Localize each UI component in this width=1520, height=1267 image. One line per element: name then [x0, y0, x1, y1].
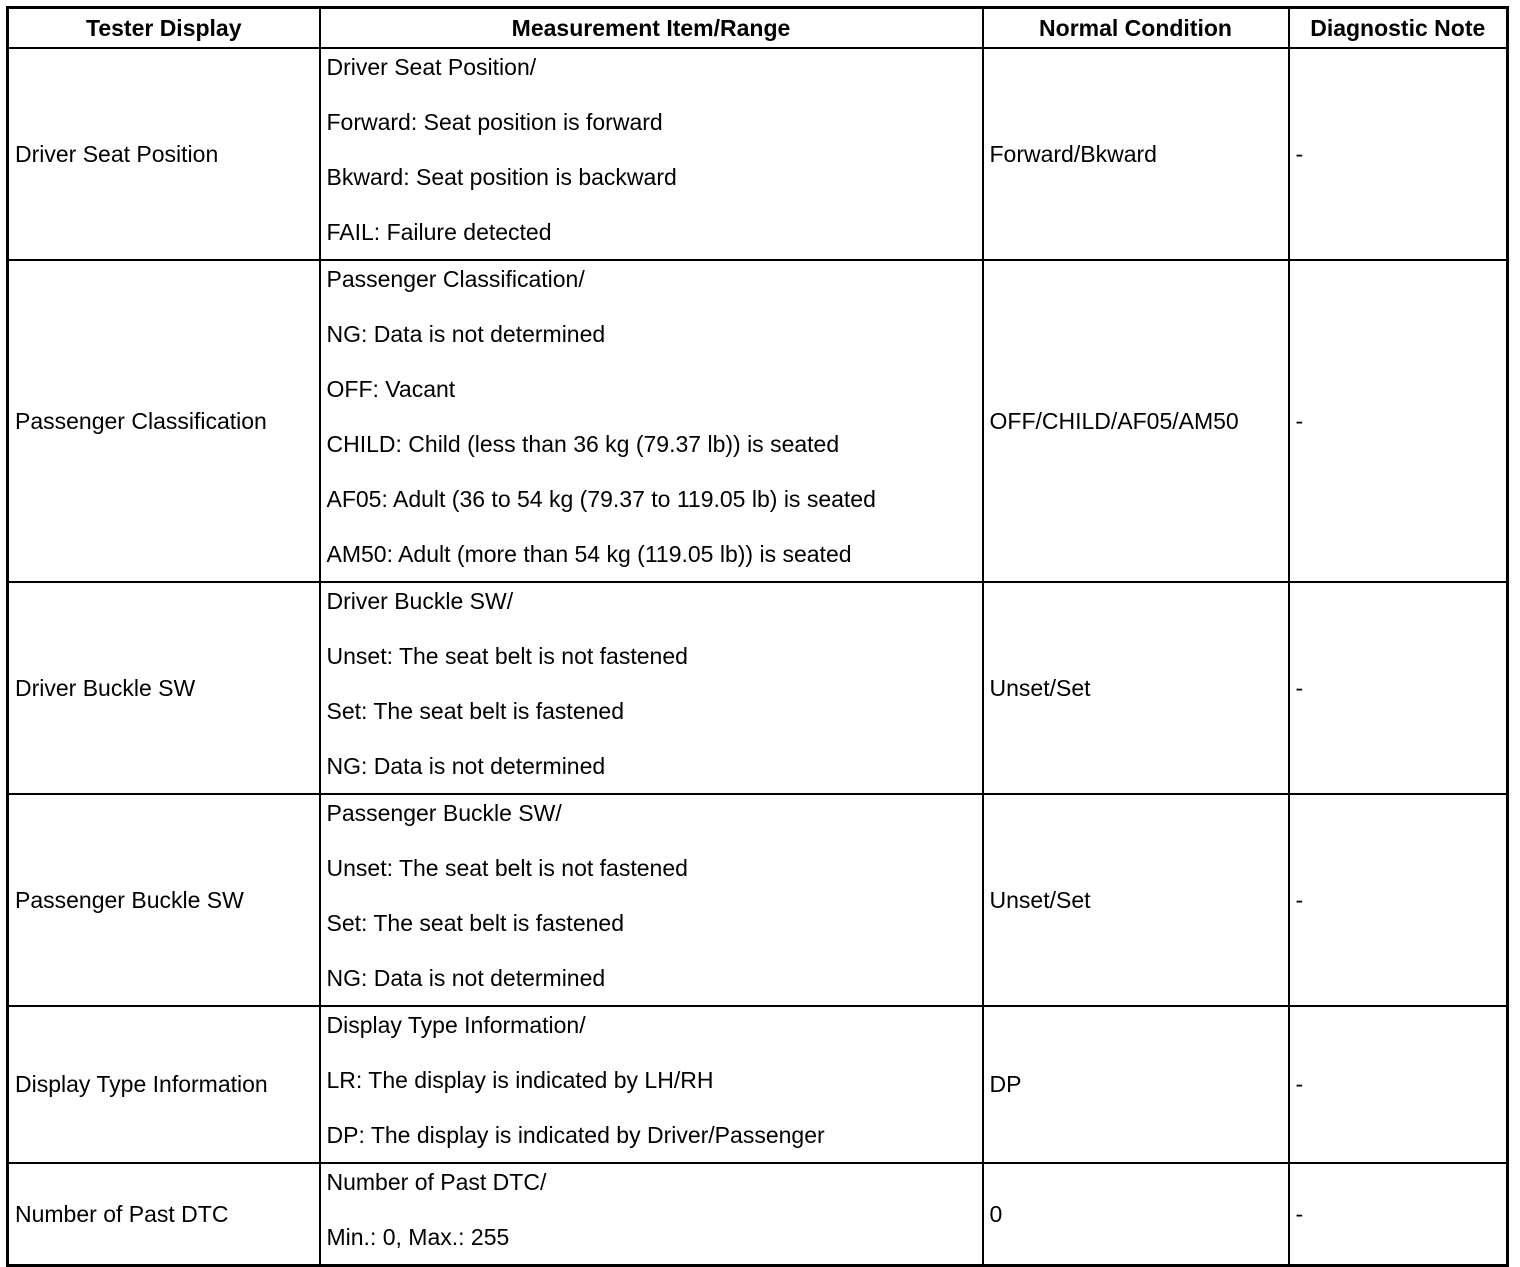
diagnostic-note-cell: -: [1289, 794, 1508, 1006]
header-diagnostic-note: Diagnostic Note: [1289, 8, 1508, 49]
measurement-range-cell: [320, 794, 983, 1006]
data-list-table: [6, 6, 1509, 1267]
measurement-range-cell: [320, 1006, 983, 1163]
range-line: Driver Buckle SW/: [326, 588, 514, 614]
range-line: NG: Data is not determined: [326, 321, 606, 347]
diagnostic-note-cell: -: [1289, 1163, 1508, 1266]
measurement-range-cell: [320, 260, 983, 582]
range-line: AM50: Adult (more than 54 kg (119.05 lb)) is seated: [326, 541, 852, 567]
diagnostic-note-cell: -: [1289, 582, 1508, 794]
header-measurement-item: Measurement Item/Range: [320, 8, 983, 49]
range-line: OFF: Vacant: [326, 376, 456, 402]
normal-condition-cell: Unset/Set: [983, 582, 1289, 794]
range-line: Min.: 0, Max.: 255: [326, 1224, 510, 1250]
normal-condition-cell: Unset/Set: [983, 794, 1289, 1006]
range-line: Set: The seat belt is fastened: [326, 910, 624, 936]
range-line: Bkward: Seat position is backward: [326, 164, 677, 190]
range-line: Unset: The seat belt is not fastened: [326, 855, 688, 881]
range-line: NG: Data is not determined: [326, 965, 606, 991]
table-row: [8, 260, 1508, 582]
range-line: FAIL: Failure detected: [326, 219, 552, 245]
range-line: AF05: Adult (36 to 54 kg (79.37 to 119.05 lb) is seated: [326, 486, 876, 512]
range-line: NG: Data is not determined: [326, 753, 606, 779]
tester-display-cell: Driver Seat Position: [8, 48, 320, 260]
range-line: Set: The seat belt is fastened: [326, 698, 624, 724]
range-line: LR: The display is indicated by LH/RH: [326, 1067, 714, 1093]
header-tester-display: Tester Display: [8, 8, 320, 49]
table-row: [8, 794, 1508, 1006]
tester-display-cell: Number of Past DTC: [8, 1163, 320, 1266]
range-line: Passenger Classification/: [326, 266, 585, 292]
range-line: DP: The display is indicated by Driver/Passenger: [326, 1122, 825, 1148]
data-table-container: [6, 6, 1509, 1267]
tester-display-cell: Passenger Classification: [8, 260, 320, 582]
range-line: Unset: The seat belt is not fastened: [326, 643, 688, 669]
normal-condition-cell: Forward/Bkward: [983, 48, 1289, 260]
normal-condition-cell: DP: [983, 1006, 1289, 1163]
table-row: [8, 582, 1508, 794]
measurement-range-cell: [320, 582, 983, 794]
diagnostic-note-cell: -: [1289, 1006, 1508, 1163]
range-line: Driver Seat Position/: [326, 54, 537, 80]
header-normal-condition: Normal Condition: [983, 8, 1289, 49]
range-line: Display Type Information/: [326, 1012, 586, 1038]
tester-display-cell: Passenger Buckle SW: [8, 794, 320, 1006]
table-row: [8, 48, 1508, 260]
tester-display-cell: Display Type Information: [8, 1006, 320, 1163]
diagnostic-note-cell: -: [1289, 48, 1508, 260]
range-line: Forward: Seat position is forward: [326, 109, 663, 135]
table-row: [8, 1163, 1508, 1266]
header-row: [8, 8, 1508, 49]
table-row: [8, 1006, 1508, 1163]
diagnostic-note-cell: -: [1289, 260, 1508, 582]
normal-condition-cell: 0: [983, 1163, 1289, 1266]
tester-display-cell: Driver Buckle SW: [8, 582, 320, 794]
measurement-range-cell: [320, 1163, 983, 1266]
range-line: Passenger Buckle SW/: [326, 800, 562, 826]
measurement-range-cell: [320, 48, 983, 260]
normal-condition-cell: OFF/CHILD/AF05/AM50: [983, 260, 1289, 582]
range-line: Number of Past DTC/: [326, 1169, 547, 1195]
range-line: CHILD: Child (less than 36 kg (79.37 lb)) is seated: [326, 431, 840, 457]
